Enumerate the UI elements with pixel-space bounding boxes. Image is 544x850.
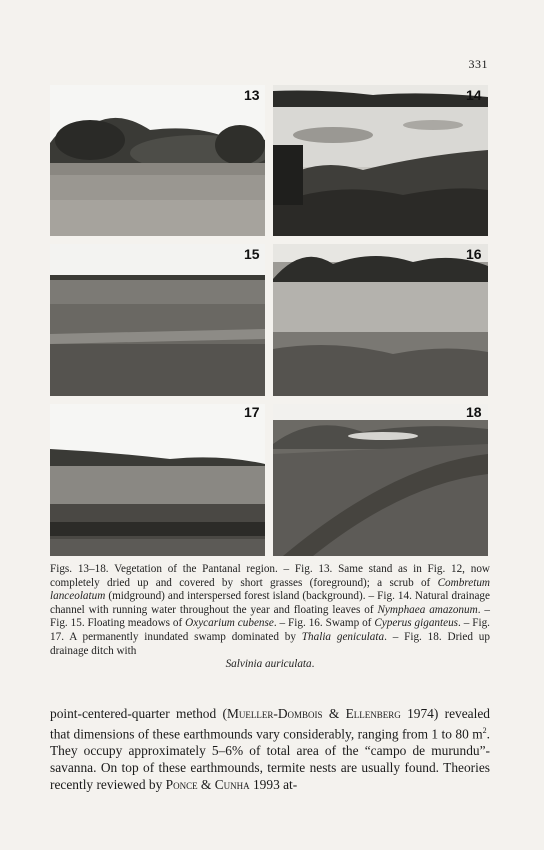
photo-drainage-channel bbox=[273, 85, 488, 236]
caption-text: . – Fig. 15. Floating meadows of bbox=[50, 603, 490, 630]
caption-text: (midground) and interspersed forest island (background). – Fig. 14. Natural drainage channel with running water throughout the year and floating leaves of bbox=[50, 590, 490, 616]
superscript: 2 bbox=[482, 725, 487, 735]
body-paragraph bbox=[50, 706, 490, 793]
figure-13-photo bbox=[50, 85, 265, 236]
caption-species: Salvinia auriculata bbox=[225, 658, 312, 671]
figure-caption bbox=[50, 563, 490, 672]
figure-16-number: 16 bbox=[466, 246, 482, 262]
caption-last-line bbox=[50, 658, 490, 672]
figure-18-photo bbox=[273, 404, 488, 556]
caption-species: Combretum lanceolatum bbox=[50, 576, 490, 603]
photo-dry-field-scrub bbox=[50, 85, 265, 236]
figure-14-number: 14 bbox=[466, 87, 482, 103]
author-name: Cunha bbox=[214, 776, 250, 792]
caption-species: Nymphaea amazonum bbox=[377, 603, 478, 616]
photo-thalia-swamp bbox=[50, 404, 265, 556]
figure-17-photo bbox=[50, 404, 265, 556]
author-name: Mueller-Dombois bbox=[226, 706, 323, 721]
figure-15-photo bbox=[50, 244, 265, 396]
photo-floating-meadows bbox=[50, 244, 265, 396]
figure-17-number: 17 bbox=[244, 404, 260, 420]
caption-text: . – Fig. 18. Dried up drainage ditch with bbox=[50, 630, 490, 657]
caption-text: . bbox=[311, 658, 315, 671]
figure-13-number: 13 bbox=[244, 87, 260, 103]
caption-species: Cyperus giganteus bbox=[374, 617, 459, 630]
figure-14-photo bbox=[273, 85, 488, 236]
figure-16-photo bbox=[273, 244, 488, 396]
author-name: Ellenberg bbox=[345, 706, 401, 721]
body-text: & bbox=[322, 706, 346, 721]
photo-dried-ditch bbox=[273, 404, 488, 556]
figure-15-number: 15 bbox=[244, 246, 260, 262]
caption-text: . – Fig. 17. A permanently inundated swamp dominated by bbox=[50, 617, 490, 643]
author-name: Ponce bbox=[165, 776, 198, 792]
body-text: & bbox=[197, 776, 215, 792]
figure-18-number: 18 bbox=[466, 404, 482, 420]
caption-species: Thalia geniculata bbox=[301, 630, 385, 643]
body-text: 1993 at- bbox=[249, 776, 298, 792]
page-number: 331 bbox=[468, 57, 488, 71]
caption-text: Figs. 13–18. Vegetation of the Pantanal region. – Fig. 13. Same stand as in Fig. 12, now completely dried up and covered by short grasses (foreground); a scrub of bbox=[50, 563, 490, 589]
body-text: 1974) revealed that dimensions of these earthmounds vary considerably, ranging from 1 to 80 m bbox=[50, 706, 490, 742]
caption-species: Oxycarium cubense bbox=[185, 617, 274, 630]
body-text: . They occupy approximately 5–6% of total area of the “campo de murundu”-savanna. On top of these earthmounds, termite nests are usually found. Theories recently reviewed by bbox=[50, 726, 490, 792]
photo-cyperus-swamp bbox=[273, 244, 488, 396]
body-text: point-centered-quarter method ( bbox=[50, 706, 227, 721]
caption-text: . – Fig. 16. Swamp of bbox=[273, 617, 375, 630]
